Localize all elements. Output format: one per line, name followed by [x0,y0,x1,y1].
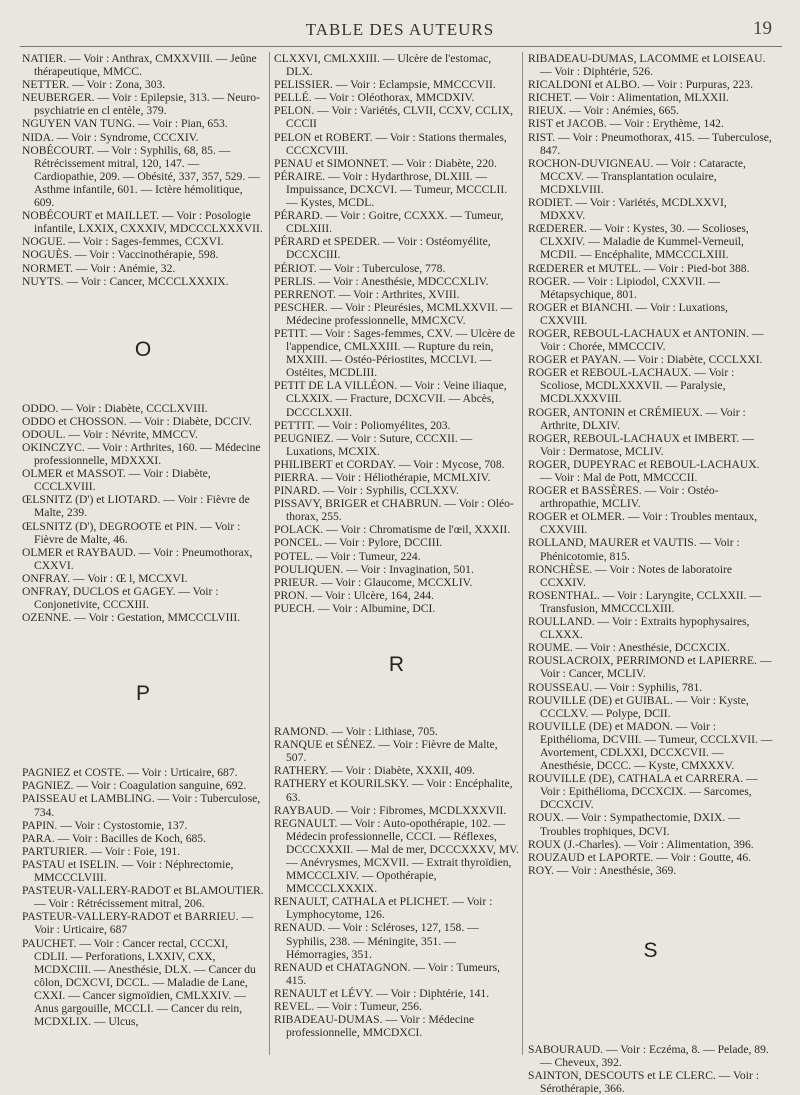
index-entry: REVEL. — Voir : Tumeur, 256. [274,1000,422,1013]
index-entry: RŒDERER et MUTEL. — Voir : Pied-bot 388. [528,261,750,275]
index-entry: PAGNIEZ et COSTE. — Voir : Urticaire, 687. [22,766,238,780]
index-entry: ROUVILLE (DE) et MADON. — Voir : Epithélioma, DCVIII. — Tumeur, CCCLXVII. — Avortement, CDLXXI, DCCXCVII. — Anesthésie, DCCC. — Kyste, CMXXXV. [528,719,773,773]
index-entry: ROUX. — Voir : Sympathectomie, DXIX. — Troubles trophiques, DCVI. [528,811,740,838]
section-o [22,402,264,625]
index-entry: RATHERY. — Voir : Diabète, XXXII, 409. [274,764,475,778]
page-title: TABLE DES AUTEURS [305,20,495,39]
index-entry: PELON et ROBERT. — Voir : Stations thermales, CCCXCVIII. [274,130,507,157]
index-entry: PONCEL. — Voir : Pylore, DCCIII. [274,536,443,550]
index-entry: OLMER et MASSOT. — Voir : Diabète, CCCLXVIII. [22,467,211,494]
index-entry: RENAUD et CHATAGNON. — Voir : Tumeurs, 415. [274,960,501,987]
index-entry: NOGUÈS. — Voir : Vaccinothérapie, 598. [22,248,219,262]
index-entry: NGUYEN VAN TUNG. — Voir : Pian, 653. [22,117,228,131]
index-entry: POULIQUEN. — Voir : Invagination, 501. [274,562,474,576]
index-entry: ROUX (J.-Charles). — Voir : Alimentation, 396. [528,837,754,851]
index-entry: ROUSSEAU. — Voir : Syphilis, 781. [528,680,703,694]
section-letter-p: P [135,682,150,706]
section-s [528,1043,773,1095]
index-entry: ŒLSNITZ (D') et LIOTARD. — Voir : Fièvre de Malte, 239. [22,493,250,520]
index-entry: NOBÉCOURT et MAILLET. — Voir : Posologie infantile, LXXIX, CXXXIV, MDCCCLXXXVII. [22,209,263,236]
index-entry: PENAU et SIMONNET. — Voir : Diabète, 220. [274,156,497,170]
index-entry: RICALDONI et ALBO. — Voir : Purpuras, 223. [528,78,754,92]
index-entry: POLACK. — Voir : Chromatisme de l'œil, XXXII. [274,523,511,537]
index-entry: PUECH. — Voir : Albumine, DCI. [274,601,436,615]
header-rule [20,46,782,47]
index-entry: SAINTON, DESCOUTS et LE CLERC. — Voir : Sérothérapie, 366. [528,1069,759,1095]
index-entry: RIBADEAU-DUMAS, LACOMME et LOISEAU. — Voir : Diphtérie, 526. [528,52,766,79]
index-entry: PHILIBERT et CORDAY. — Voir : Mycose, 708. [274,457,505,471]
index-entry: ROUZAUD et LAPORTE. — Voir : Goutte, 46. [528,850,752,864]
index-entry: RATHERY et KOURILSKY. — Voir : Encéphalite, 63. [274,777,513,804]
index-entry: PETIT. — Voir : Sages-femmes, CXV. — Ulcère de l'appendice, CMLXXIII. — Rupture du rein, MXXIII. — Ostéo-Périostites, MCCLVI. — Ostéites, MCDLIII. [274,326,515,380]
index-entry: CLXXVI, CMLXXIII. — Ulcère de l'estomac, DLX. [274,52,492,79]
index-entry: ROUSLACROIX, PERRIMOND et LAPIERRE. — Voir : Cancer, MCLIV. [528,654,772,681]
index-entry: ROLLAND, MAURER et VAUTIS. — Voir : Phénicotomie, 815. [528,536,740,563]
index-entry: RAYBAUD. — Voir : Fibromes, MCDLXXXVII. [274,803,507,817]
index-entry: ONFRAY. — Voir : Œ l, MCCXVI. [22,571,188,585]
index-entry: PEUGNIEZ. — Voir : Suture, CCCXII. — Luxations, MCXIX. [274,431,473,458]
section-p [22,766,264,1028]
index-entry: PINARD. — Voir : Syphilis, CCLXXV. [274,484,459,498]
index-entry: ROGER, DUPEYRAC et REBOUL-LACHAUX. — Voir : Mal de Pott, MMCCCII. [528,457,760,484]
index-entry: ROGER et REBOUL-LACHAUX. — Voir : Scoliose, MCDLXXXVII. — Paralysie, MCDLXXXVIII. [528,366,735,406]
index-entry: RIST et JACOB. — Voir : Erythème, 142. [528,117,724,131]
index-entry: PERLIS. — Voir : Anesthésie, MDCCCXLIV. [274,274,489,288]
index-entry: NUYTS. — Voir : Cancer, MCCCLXXXIX. [22,274,229,288]
index-entry: PESCHER. — Voir : Pleurésies, MCMLXXVII. — Médecine professionnelle, MMCXCV. [274,300,513,327]
index-entry: PELON. — Voir : Variétés, CLVII, CCXV, CCLIX, CCCII [274,104,513,131]
index-entry: PAUCHET. — Voir : Cancer rectal, CCCXI, CDLII. — Perforations, LXXIV, CXX, MCDXCIII. — Anesthésie, DLX. — Cancer du côlon, DCXCVI, DCCL. — Maladie de Lane, CXXI. — Cancer sigmoïdien, CMLXXIV. — Anus gargouille, MCCLI. — Cancer du rein, MCDXLIX. — Ulcus, [22,936,256,1029]
index-entry: RIBADEAU-DUMAS. — Voir : Médecine professionnelle, MMCDXCI. [274,1013,475,1040]
index-entry: ROUME. — Voir : Anesthésie, DCCXCIX. [528,641,730,655]
index-entry: PELLÉ. — Voir : Oléothorax, MMCDXIV. [274,91,475,105]
index-entry: PAGNIEZ. — Voir : Coagulation sanguine, 692. [22,779,247,793]
column-1 [22,52,264,1057]
index-entry: RENAUD. — Voir : Scléroses, 127, 158. — Syphilis, 238. — Méningite, 351. — Hémorragies, 351. [274,921,479,961]
index-entry: OKINCZYC. — Voir : Arthrites, 160. — Médecine professionnelle, MDXXXI. [22,440,261,468]
index-entry: PÉRARD et SPEDER. — Voir : Ostéomyélite, DCCXCIII. [274,235,491,262]
index-entry: SABOURAUD. — Voir : Eczéma, 8. — Pelade, 89. — Cheveux, 392. [528,1042,769,1069]
index-entry: RICHET. — Voir : Alimentation, MLXXII. [528,91,729,105]
index-entry: NETTER. — Voir : Zona, 303. [22,78,166,92]
index-entry: NOBÉCOURT. — Voir : Syphilis, 68, 85. — Rétrécissement mitral, 120, 147. — Cardiopathie, 209. — Obésité, 337, 357, 529. — Asthme infantile, 601. — Ictère hémolitique, 609. [22,143,260,210]
index-entry: ROGER et BIANCHI. — Voir : Luxations, CXXVIII. [528,300,728,327]
column-divider [269,52,270,1055]
index-entry: ŒLSNITZ (D'), DEGROOTE et PIN. — Voir : Fièvre de Malte, 46. [22,519,241,546]
index-entry: RAMOND. — Voir : Lithiase, 705. [274,725,438,739]
index-entry: RŒDERER. — Voir : Kystes, 30. — Scolioses, CLXXIV. — Maladie de Kummel-Verneuil, MCDII. — Encéphalite, MMCCCLXIII. [528,222,749,262]
index-entry: NATIER. — Voir : Anthrax, CMXXVIII. — Jeûne thérapeutique, MMCC. [22,52,257,79]
index-entry: PAPIN. — Voir : Cystostomie, 137. [22,818,188,832]
index-entry: ROY. — Voir : Anesthésie, 369. [528,863,677,877]
index-entry: ODOUL. — Voir : Névrite, MMCCV. [22,427,198,441]
index-entry: ONFRAY, DUCLOS et GAGEY. — Voir : Conjonetivite, CCCXIII. [22,585,219,612]
section-r-continued [528,52,773,877]
section-n [22,52,264,288]
index-entry: ROSENTHAL. — Voir : Laryngite, CCLXXII. — Transfusion, MMCCCLXIII. [528,588,762,615]
index-entry: PAISSEAU et LAMBLING. — Voir : Tuberculose, 734. [22,792,261,819]
index-entry: PELISSIER. — Voir : Eclampsie, MMCCCVII. [274,78,496,92]
index-entry: PERRENOT. — Voir : Arthrites, XVIII. [274,287,460,301]
index-entry: PRIEUR. — Voir : Glaucome, MCCXLIV. [274,575,473,589]
index-entry: OLMER et RAYBAUD. — Voir : Pneumothorax, CXXVI. [22,545,253,572]
index-entry: ROUVILLE (DE) et GUIBAL. — Voir : Kyste, CCCLXV. — Polype, DCII. [528,693,749,720]
column-divider [522,52,523,1055]
page-number: 19 [753,18,772,39]
index-entry: ROCHON-DUVIGNEAU. — Voir : Cataracte, MCCXV. — Transplantation oculaire, MCDXLVIII. [528,156,746,196]
index-entry: RODIET. — Voir : Variétés, MCDLXXVI, MDXXV. [528,196,727,223]
section-letter-o: O [134,337,152,361]
index-entry: ROGER. — Voir : Lipiodol, CXXVII. — Métapsychique, 801. [528,274,720,301]
section-letter-s: S [643,938,658,962]
index-entry: ROGER et OLMER. — Voir : Troubles mentaux, CXXVIII. [528,510,758,537]
index-entry: PARTURIER. — Voir : Foie, 191. [22,844,181,858]
index-entry: ROUVILLE (DE), CATHALA et CARRERA. — Voir : Epithélioma, DCCXCIX. — Sarcomes, DCCXCIV. [528,772,758,812]
index-entry: PETTIT. — Voir : Poliomyélites, 203. [274,418,451,432]
index-entry: NORMET. — Voir : Anémie, 32. [22,261,176,275]
index-entry: POTEL. — Voir : Tumeur, 224. [274,549,421,563]
index-entry: PASTAU et ISELIN. — Voir : Néphrectomie, MMCCCLVIII. [22,857,234,885]
index-entry: PIERRA. — Voir : Héliothérapie, MCMLXIV. [274,471,491,484]
index-entry: RIST. — Voir : Pneumothorax, 415. — Tuberculose, 847. [528,130,772,157]
index-entry: PISSAVY, BRIGER et CHABRUN. — Voir : Oléo-thorax, 255. [274,497,514,524]
index-entry: PÉRAIRE. — Voir : Hydarthrose, DLXIII. — Impuissance, DCXCVI. — Tumeur, MCCCLII. — Kystes, MCDL. [274,169,508,210]
index-entry: ODDO et CHOSSON. — Voir : Diabète, DCCIV. [22,414,252,428]
index-entry: PRON. — Voir : Ulcère, 164, 244. [274,588,434,602]
index-entry: ROGER et PAYAN. — Voir : Diabète, CCCLXXI. [528,353,763,367]
index-entry: PÉRIOT. — Voir : Tuberculose, 778. [274,261,446,275]
index-entry: PÉRARD. — Voir : Goitre, CCXXX. — Tumeur, CDLXIII. [274,209,504,236]
index-entry: ROGER et BASSÈRES. — Voir : Ostéo-arthropathie, MCLIV. [528,484,719,511]
index-entry: RENAULT, CATHALA et PLICHET. — Voir : Lymphocytome, 126. [274,895,493,922]
section-letter-r: R [388,653,405,677]
index-entry: NEUBERGER. — Voir : Epilepsie, 313. — Neuro-psychiatrie en cl entèle, 379. [22,91,260,118]
index-entry: NOGUE. — Voir : Sages-femmes, CCXVI. [22,235,224,249]
index-entry: PASTEUR-VALLERY-RADOT et BLAMOUTIER. — Voir : Rétrécissement mitral, 206. [22,884,264,911]
section-p-continued [274,52,519,615]
column-3 [528,52,773,1095]
index-entry: ROGER, REBOUL-LACHAUX et IMBERT. — Voir : Dermatose, MCLIV. [528,431,754,458]
index-entry: RANQUE et SÉNEZ. — Voir : Fièvre de Malte, 507. [274,738,498,765]
index-entry: RONCHÈSE. — Voir : Notes de laboratoire CCXXIV. [528,562,733,589]
index-entry: ROGER, REBOUL-LACHAUX et ANTONIN. — Voir : Chorée, MMCCCIV. [528,326,764,354]
page-header [0,16,800,46]
index-entry: ROGER, ANTONIN et CRÉMIEUX. — Voir : Arthrite, DLXIV. [528,405,746,432]
index-entry: OZENNE. — Voir : Gestation, MMCCCLVIII. [22,611,241,625]
index-entry: NIDA. — Voir : Syndrome, CCCXIV. [22,130,199,144]
index-entry: REGNAULT. — Voir : Auto-opothérapie, 102. — Médecin professionnelle, CCCI. — Réflexes, DCCCXXXII. — Mal de mer, DCCCXXXV, MV. — Anévrysmes, MCXVII. — Extrait thyroïdien, MMCCCLXIV. — Opothérapie, MMCCCLXXXIX. [274,816,519,896]
index-entry: ROULLAND. — Voir : Extraits hypophysaires, CLXXX. [528,615,750,642]
index-entry: PARA. — Voir : Bacilles de Koch, 685. [22,831,206,845]
column-2 [274,52,519,1057]
index-entry: PETIT DE LA VILLÉON. — Voir : Veine iliaque, CLXXIX. — Fracture, DCXCVII. — Abcès, DCCCLXXII. [274,379,507,419]
index-entry: ODDO. — Voir : Diabète, CCCLXVIII. [22,401,208,415]
index-entry: PASTEUR-VALLERY-RADOT et BARRIEU. — Voir : Urticaire, 687 [22,910,254,937]
section-r [274,725,519,1039]
index-entry: RENAULT et LÉVY. — Voir : Diphtérie, 141. [274,986,490,1000]
index-entry: RIEUX. — Voir : Anémies, 665. [528,104,679,118]
